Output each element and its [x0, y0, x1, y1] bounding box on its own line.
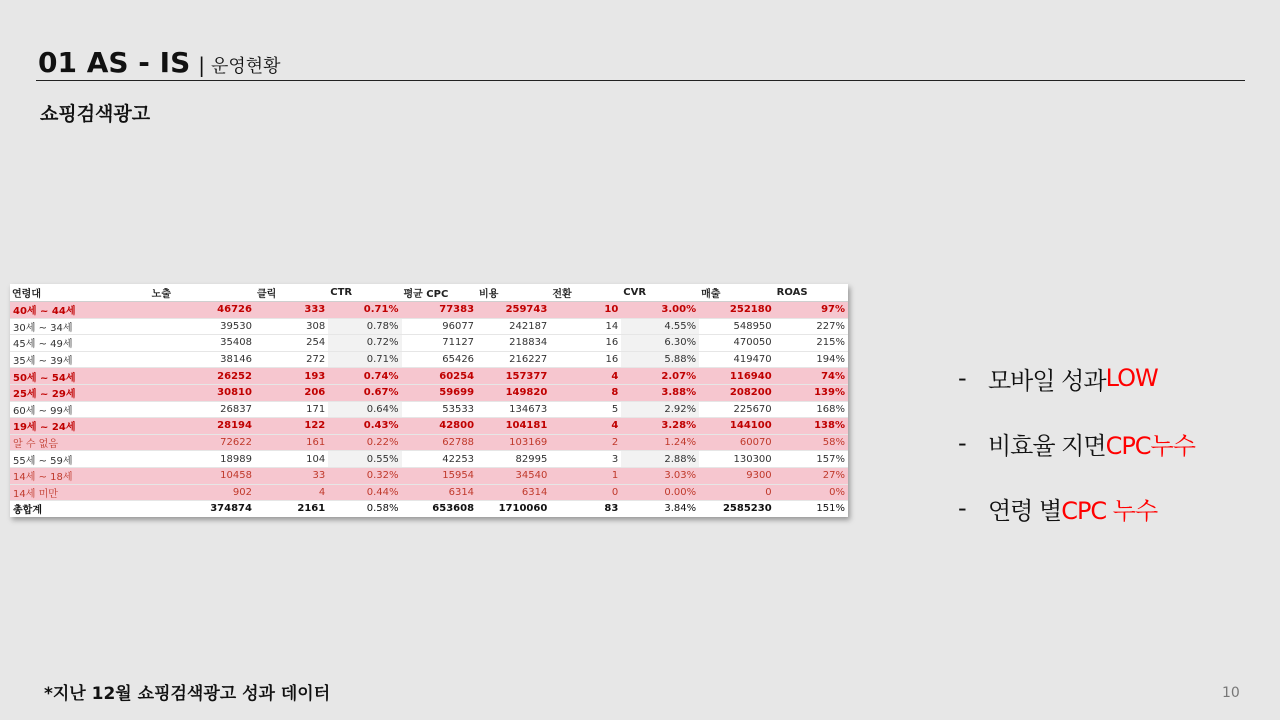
page-number: 10	[1222, 685, 1240, 701]
section-label: 쇼핑검색광고	[40, 103, 151, 125]
table-cell: 0	[699, 484, 775, 501]
table-cell: 46726	[150, 302, 255, 319]
table-row	[10, 401, 848, 418]
table-cell: 62788	[402, 434, 478, 451]
bullet-dash: -	[958, 364, 966, 392]
table-cell: 4	[255, 484, 328, 501]
table-cell: 3.28%	[621, 418, 699, 435]
table-cell: 193	[255, 368, 328, 385]
table-cell: 0.44%	[328, 484, 401, 501]
title-separator: |	[198, 53, 205, 77]
table-cell: 215%	[775, 335, 848, 352]
column-header: 전환	[550, 284, 621, 302]
table-cell: 25세 ~ 29세	[10, 384, 150, 401]
table-cell: 0.67%	[328, 384, 401, 401]
table-cell: 77383	[402, 302, 478, 319]
table-cell: 168%	[775, 401, 848, 418]
table-cell: 4	[550, 368, 621, 385]
table-cell: 28194	[150, 418, 255, 435]
table-cell: 71127	[402, 335, 478, 352]
bullet-text: 모바일 성과	[988, 366, 1106, 395]
table-cell: 0	[550, 484, 621, 501]
column-header: 클릭	[255, 284, 328, 302]
table-row	[10, 384, 848, 401]
table-cell: 16	[550, 351, 621, 368]
table-cell: 83	[550, 501, 621, 517]
table-cell: 194%	[775, 351, 848, 368]
table-cell: 총합계	[10, 501, 150, 517]
title-main: 01 AS - IS	[38, 46, 191, 79]
table-row	[10, 418, 848, 435]
table-cell: 3.84%	[621, 501, 699, 517]
table-cell: 0.58%	[328, 501, 401, 517]
table-cell: 59699	[402, 384, 478, 401]
insight-bullet	[958, 425, 1195, 461]
table-cell: 4	[550, 418, 621, 435]
table-cell: 6.30%	[621, 335, 699, 352]
table-cell: 0.43%	[328, 418, 401, 435]
table-cell: 103169	[477, 434, 550, 451]
column-header: 노출	[150, 284, 255, 302]
column-header: CTR	[328, 284, 401, 302]
table-cell: 35408	[150, 335, 255, 352]
insight-bullet	[958, 360, 1195, 396]
total-row	[10, 501, 848, 517]
table-cell: 40세 ~ 44세	[10, 302, 150, 319]
table-cell: 0.71%	[328, 351, 401, 368]
table-cell: 4.55%	[621, 318, 699, 335]
column-header: 평균 CPC	[402, 284, 478, 302]
table-cell: 34540	[477, 467, 550, 484]
table-cell: 82995	[477, 451, 550, 468]
table-cell: 3.00%	[621, 302, 699, 319]
table-cell: 0.32%	[328, 467, 401, 484]
table-cell: 2.88%	[621, 451, 699, 468]
table-cell: 272	[255, 351, 328, 368]
insight-bullets	[958, 360, 1195, 555]
table-row	[10, 368, 848, 385]
column-header: 연령대	[10, 284, 150, 302]
table-cell: 35세 ~ 39세	[10, 351, 150, 368]
column-header: 비용	[477, 284, 550, 302]
table-cell: 96077	[402, 318, 478, 335]
table-cell: 902	[150, 484, 255, 501]
table-cell: 157%	[775, 451, 848, 468]
table-header-row	[10, 284, 848, 302]
bullet-dash: -	[958, 494, 966, 522]
table-cell: 0.64%	[328, 401, 401, 418]
table-cell: 0%	[775, 484, 848, 501]
table-cell: 27%	[775, 467, 848, 484]
table-cell: 151%	[775, 501, 848, 517]
table-cell: 53533	[402, 401, 478, 418]
table-cell: 45세 ~ 49세	[10, 335, 150, 352]
table-row	[10, 335, 848, 352]
table-cell: 2.07%	[621, 368, 699, 385]
table-cell: 60070	[699, 434, 775, 451]
table-cell: 139%	[775, 384, 848, 401]
table-cell: 138%	[775, 418, 848, 435]
table-cell: 39530	[150, 318, 255, 335]
table-cell: 10458	[150, 467, 255, 484]
table-cell: 42253	[402, 451, 478, 468]
table-cell: 42800	[402, 418, 478, 435]
table-cell: 333	[255, 302, 328, 319]
table-cell: 30810	[150, 384, 255, 401]
table-cell: 18989	[150, 451, 255, 468]
table-cell: 16	[550, 335, 621, 352]
table-row	[10, 302, 848, 319]
table-cell: 0.22%	[328, 434, 401, 451]
table-cell: 5.88%	[621, 351, 699, 368]
table-row	[10, 434, 848, 451]
table-cell: 208200	[699, 384, 775, 401]
table-cell: 10	[550, 302, 621, 319]
title-subtitle: 운영현황	[211, 56, 281, 77]
table-cell: 254	[255, 335, 328, 352]
table-cell: 653608	[402, 501, 478, 517]
column-header: 매출	[699, 284, 775, 302]
table-cell: 2585230	[699, 501, 775, 517]
table-row	[10, 451, 848, 468]
table-cell: 58%	[775, 434, 848, 451]
table-cell: 0.00%	[621, 484, 699, 501]
table-cell: 548950	[699, 318, 775, 335]
table-cell: 65426	[402, 351, 478, 368]
table-row	[10, 467, 848, 484]
table-cell: 374874	[150, 501, 255, 517]
table-cell: 116940	[699, 368, 775, 385]
table-cell: 9300	[699, 467, 775, 484]
table-cell: 알 수 없음	[10, 434, 150, 451]
table-cell: 14세 ~ 18세	[10, 467, 150, 484]
table-cell: 134673	[477, 401, 550, 418]
bullet-highlight: CPC 누수	[1061, 496, 1158, 525]
table-cell: 38146	[150, 351, 255, 368]
table-cell: 161	[255, 434, 328, 451]
table-cell: 252180	[699, 302, 775, 319]
slide-title	[38, 46, 281, 79]
title-divider	[36, 80, 1245, 81]
column-header: CVR	[621, 284, 699, 302]
footnote: *지난 12월 쇼핑검색광고 성과 데이터	[44, 684, 331, 704]
table-cell: 104	[255, 451, 328, 468]
table-cell: 60254	[402, 368, 478, 385]
table-cell: 157377	[477, 368, 550, 385]
table-cell: 26837	[150, 401, 255, 418]
table-cell: 1710060	[477, 501, 550, 517]
table-cell: 0.55%	[328, 451, 401, 468]
table-cell: 72622	[150, 434, 255, 451]
table-cell: 6314	[402, 484, 478, 501]
table-cell: 30세 ~ 34세	[10, 318, 150, 335]
bullet-text: 연령 별	[988, 496, 1062, 525]
table-row	[10, 351, 848, 368]
table-cell: 33	[255, 467, 328, 484]
table-cell: 2.92%	[621, 401, 699, 418]
table-cell: 1	[550, 467, 621, 484]
table-cell: 259743	[477, 302, 550, 319]
table-cell: 216227	[477, 351, 550, 368]
table-cell: 0.78%	[328, 318, 401, 335]
table-cell: 130300	[699, 451, 775, 468]
table-cell: 144100	[699, 418, 775, 435]
table-cell: 14세 미만	[10, 484, 150, 501]
table-cell: 74%	[775, 368, 848, 385]
table-cell: 8	[550, 384, 621, 401]
table-cell: 242187	[477, 318, 550, 335]
table-cell: 97%	[775, 302, 848, 319]
table-cell: 55세 ~ 59세	[10, 451, 150, 468]
bullet-dash: -	[958, 429, 966, 457]
table-cell: 470050	[699, 335, 775, 352]
table-cell: 50세 ~ 54세	[10, 368, 150, 385]
table-row	[10, 318, 848, 335]
table-row	[10, 484, 848, 501]
insight-bullet	[958, 490, 1195, 526]
table-cell: 15954	[402, 467, 478, 484]
table-cell: 122	[255, 418, 328, 435]
bullet-highlight: CPC누수	[1105, 431, 1195, 460]
table-cell: 3.03%	[621, 467, 699, 484]
table-cell: 3.88%	[621, 384, 699, 401]
bullet-text: 비효율 지면	[988, 431, 1106, 460]
table-cell: 0.72%	[328, 335, 401, 352]
column-header: ROAS	[775, 284, 848, 302]
table-cell: 19세 ~ 24세	[10, 418, 150, 435]
table-cell: 6314	[477, 484, 550, 501]
table-cell: 2161	[255, 501, 328, 517]
table-cell: 149820	[477, 384, 550, 401]
table-cell: 218834	[477, 335, 550, 352]
table-cell: 60세 ~ 99세	[10, 401, 150, 418]
table-cell: 227%	[775, 318, 848, 335]
table-cell: 14	[550, 318, 621, 335]
table-cell: 0.74%	[328, 368, 401, 385]
table-cell: 0.71%	[328, 302, 401, 319]
table-cell: 26252	[150, 368, 255, 385]
bullet-highlight: LOW	[1105, 364, 1158, 392]
table-cell: 104181	[477, 418, 550, 435]
table-cell: 2	[550, 434, 621, 451]
table-cell: 308	[255, 318, 328, 335]
table-cell: 206	[255, 384, 328, 401]
table-cell: 419470	[699, 351, 775, 368]
table-cell: 225670	[699, 401, 775, 418]
table-cell: 1.24%	[621, 434, 699, 451]
table-cell: 3	[550, 451, 621, 468]
age-performance-table	[10, 284, 848, 517]
table-cell: 171	[255, 401, 328, 418]
table-cell: 5	[550, 401, 621, 418]
